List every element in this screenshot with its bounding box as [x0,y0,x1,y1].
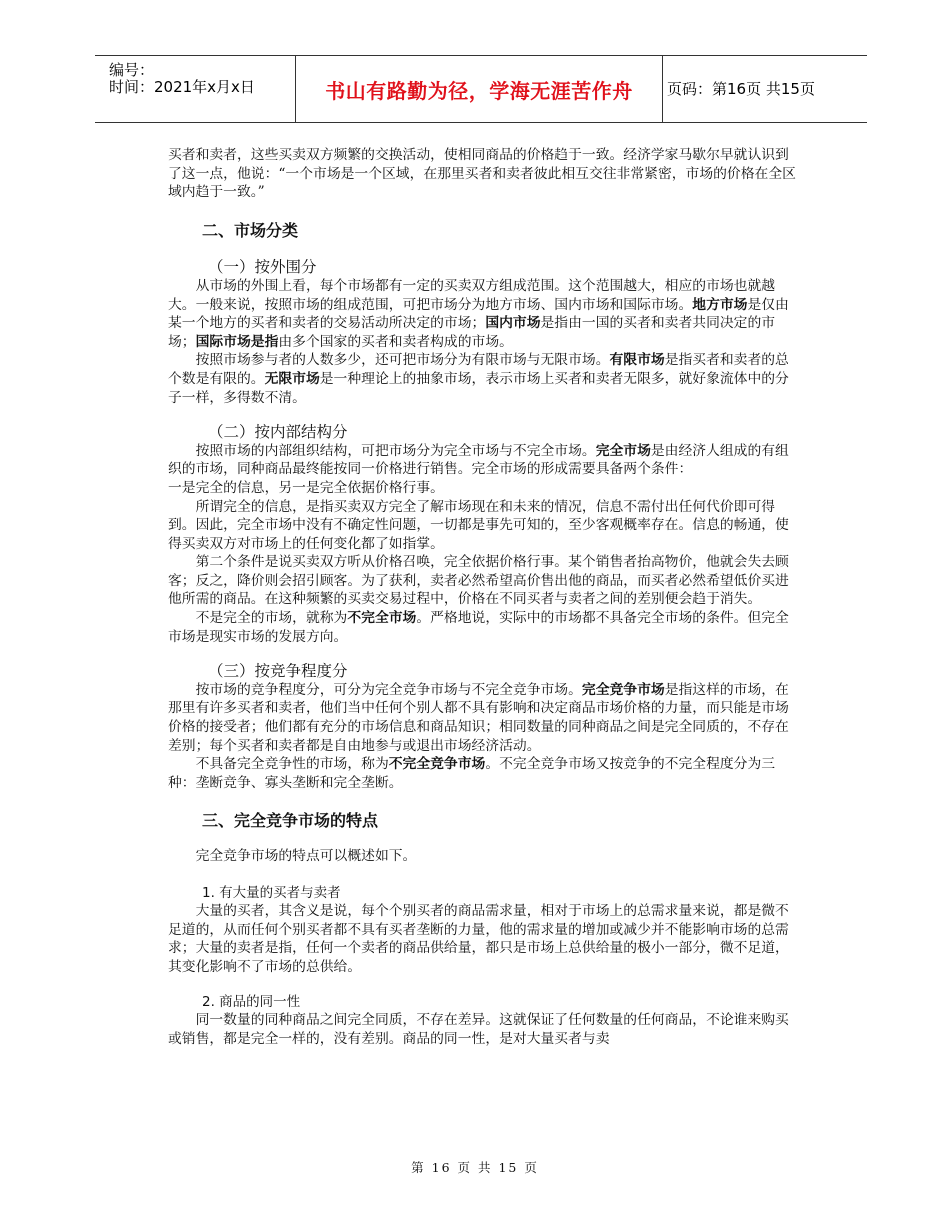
text-run: 按照市场参与者的人数多少，还可把市场分为有限市场与无限市场。 [195,352,610,369]
text-run: 是由经济人组成的有组织的市场，同种商品最终能按同一价格进行销售。完全市场的形成需要具备两个条件： [168,442,789,478]
term-local-market: 地方市场 [692,296,748,313]
section-2-2-paragraph-2: 一是完全的信息，另一是完全依据价格行事。 [168,479,444,496]
section-2-3-paragraph-1 [168,681,796,755]
section-2-2-paragraph-1 [168,442,796,479]
document-body [168,146,796,1048]
section-3-2-title: 2. 商品的同一性 [202,993,301,1010]
text-run: 由多个国家的买者和卖者构成的市场。 [278,333,513,350]
section-3-2-paragraph-1: 同一数量的同种商品之间完全同质，不存在差异。这就保证了任何数量的任何商品，不论谁来购买或销售，都是完全一样的，没有差别。商品的同一性，是对大量买者与卖 [168,1012,789,1047]
header-meta-cell [95,56,296,122]
text-run: 从市场的外围上看，每个市场都有一定的买卖双方组成范围。这个范围越大，相应的市场也就越大。一般来说，按照市场的组成范围，可把市场分为地方市场、国内市场和国际市场。 [168,277,776,313]
text-run: 不具备完全竞争性的市场，称为 [195,756,389,773]
time-label: 时间：2021年x月x日 [109,78,255,96]
text-run: 按市场的竞争程度分，可分为完全竞争市场与不完全竞争市场。 [195,681,582,698]
section-2-2-title: （二）按内部结构分 [208,423,348,442]
section-3-title: 三、完全竞争市场的特点 [202,811,379,831]
text-run: 按照市场的内部组织结构，可把市场分为完全市场与不完全市场。 [195,442,596,459]
section-2-1-paragraph-1 [168,277,796,351]
text-run: 是仅由某一个地方的买者和卖者的交易活动所决定的市场； [168,296,789,332]
section-2-3-paragraph-2 [168,755,796,792]
section-2-2-paragraph-5 [168,609,796,646]
page-info: 页码：第16页 共15页 [667,80,815,98]
term-unlimited-market: 无限市场 [264,370,320,387]
intro-paragraph: 买者和卖者，这些买卖双方频繁的交换活动，使相同商品的价格趋于一致。经济学家马歇尔早就认识到了这一点，他说：“一个市场是一个区域，在那里买者和卖者彼此相互交往非常紧密，市场的价格在全区域内趋于一致。” [168,147,796,201]
section-2-2-paragraph-4: 第二个条件是说买卖双方听从价格召唤，完全依据价格行事。某个销售者抬高物价，他就会失去顾客；反之，降价则会招引顾客。为了获利，卖者必然希望高价售出他的商品，而买者必然希望低价买进他所需的商品。在这种频繁的买卖交易过程中，价格在不同买者与卖者之间的差别便会趋于消失。 [168,554,789,608]
text-run: 。严格地说，实际中的市场都不具备完全市场的条件。但完全市场是现实市场的发展方向。 [168,610,789,645]
section-3-1-paragraph-1: 大量的买者，其含义是说，每个个别买者的商品需求量，相对于市场上的总需求量来说，都是微不足道的，从而任何个别买者都不具有买者垄断的力量，他的需求量的增加或减少并不能影响市场的总需求；大量的卖者是指，任何一个卖者的商品供给量，都只是市场上总供给量的极小一部分，微不足道，其变化影响不了市场的总供给。 [168,903,789,975]
text-run: 不是完全的市场，就称为 [195,610,348,627]
term-domestic-market: 国内市场 [485,315,541,332]
text-run: 是指买者和卖者的总个数是有限的。 [168,352,789,387]
page-footer: 第 16 页 共 15 页 [411,1160,539,1175]
text-run: 。不完全竞争市场又按竞争的不完全程度分为三种：垄断竞争、寡头垄断和完全垄断。 [168,756,776,791]
section-3-intro: 完全竞争市场的特点可以概述如下。 [195,848,417,864]
term-incomplete-market: 不完全市场 [347,610,417,627]
section-2-3-title: （三）按竞争程度分 [208,662,348,681]
motto: 书山有路勤为径，学海无涯苦作舟 [325,78,633,103]
section-2-1-paragraph-2 [168,351,796,407]
text-run: 是指这样的市场，在那里有许多买者和卖者，他们当中任何个别人都不具有影响和决定商品市场价格的力量，而只能是市场价格的接受者；他们都有充分的市场信息和商品知识；相同数量的同种商品之间是完全同质的，不存在差别；每个买者和卖者都是自由地参与或退出市场经济活动。 [168,681,789,754]
page-header [95,55,867,123]
term-imperfect-competition-market: 不完全竞争市场 [388,756,486,773]
header-page-cell [663,56,871,122]
number-label: 编号： [109,61,155,79]
term-limited-market: 有限市场 [609,352,665,369]
section-2-title: 二、市场分类 [202,220,299,240]
term-perfect-competition-market: 完全竞争市场 [581,681,665,698]
section-2-1-title: （一）按外围分 [208,258,317,277]
text-run: 是指由一国的买者和卖者共同决定的市场； [168,315,776,350]
term-complete-market: 完全市场 [595,442,651,459]
term-international-market: 国际市场是指 [195,333,279,350]
section-2-2-paragraph-3: 所谓完全的信息，是指买卖双方完全了解市场现在和未来的情况，信息不需付出任何代价即可得到。因此，完全市场中没有不确定性问题，一切都是事先可知的，至少客观概率存在。信息的畅通，使得买卖双方对市场上的任何变化都了如指掌。 [168,498,789,552]
text-run: 是一种理论上的抽象市场，表示市场上买者和卖者无限多，就好象流体中的分子一样，多得数不清。 [168,370,789,406]
header-motto-cell [296,56,663,122]
section-3-1-title: 1. 有大量的买者与卖者 [202,884,341,901]
